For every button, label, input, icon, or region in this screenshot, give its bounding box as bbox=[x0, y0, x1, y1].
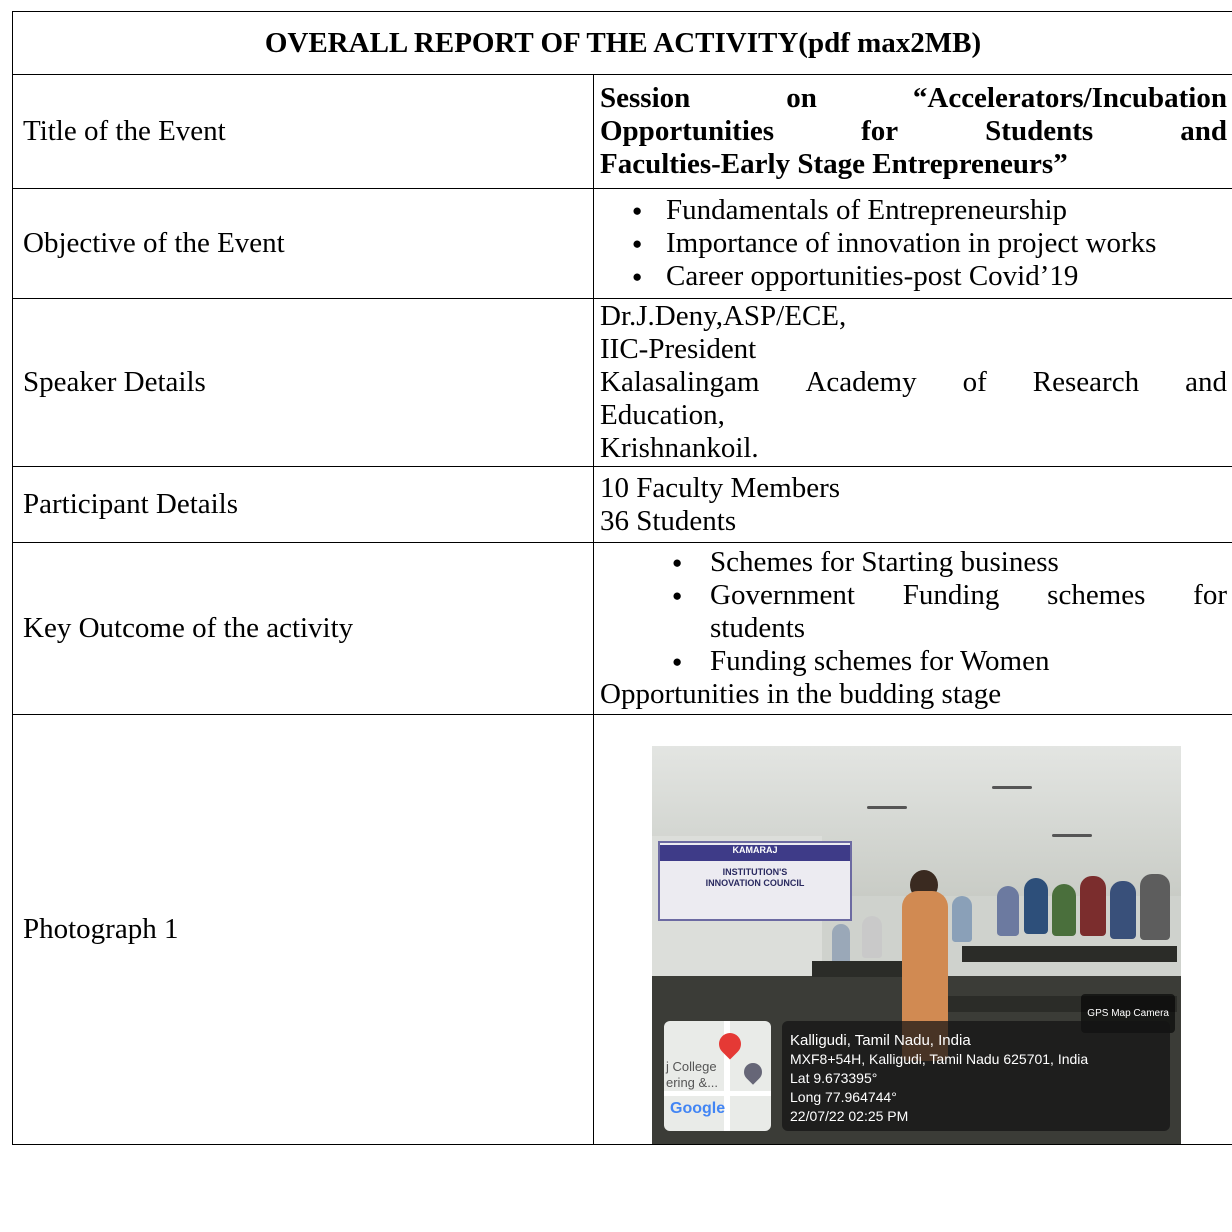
title-word: and bbox=[1180, 115, 1227, 147]
geo-place: Kalligudi, Tamil Nadu, India bbox=[790, 1032, 971, 1049]
outcome-list bbox=[600, 546, 1227, 678]
student-figure bbox=[1140, 874, 1170, 940]
speaker-location: Krishnankoil. bbox=[600, 432, 759, 464]
institution-word: Kalasalingam bbox=[600, 366, 760, 398]
speaker-name: Dr.J.Deny,ASP/ECE, bbox=[600, 300, 847, 332]
outcome-extra: Opportunities in the budding stage bbox=[600, 678, 1002, 710]
photo-cell bbox=[594, 715, 1232, 1145]
title-word: for bbox=[861, 115, 899, 147]
speaker-details bbox=[594, 299, 1232, 467]
event-photograph bbox=[652, 746, 1181, 1144]
gps-map-camera-badge: GPS Map Camera bbox=[1081, 994, 1175, 1033]
row-photo bbox=[13, 715, 1232, 1145]
title-word: Session bbox=[600, 82, 691, 114]
objective-item: ● Fundamentals of Entrepreneurship bbox=[666, 194, 1227, 227]
speaker-institution-cont: Education, bbox=[600, 399, 725, 431]
map-thumbnail bbox=[664, 1021, 771, 1131]
student-figure bbox=[997, 886, 1019, 936]
event-title-line-1 bbox=[600, 82, 1227, 115]
objective-label: Objective of the Event bbox=[13, 189, 594, 299]
map-pin-icon bbox=[714, 1028, 745, 1059]
map-label-1: j College bbox=[666, 1059, 717, 1074]
student-figure bbox=[1080, 876, 1106, 936]
student-figure bbox=[1052, 884, 1076, 936]
ceiling-fan bbox=[992, 786, 1032, 789]
banner-line-2: INNOVATION COUNCIL bbox=[705, 878, 805, 888]
geo-long: Long 77.964744° bbox=[790, 1089, 897, 1105]
speaker-label: Speaker Details bbox=[13, 299, 594, 467]
outcome-item-cont: students bbox=[710, 612, 806, 644]
speaker-role: IIC-President bbox=[600, 333, 757, 365]
title-word: on bbox=[786, 82, 817, 114]
institution-word: of bbox=[962, 366, 987, 398]
title-word: Opportunities bbox=[600, 115, 775, 147]
objective-list bbox=[600, 194, 1227, 293]
participants-label: Participant Details bbox=[13, 467, 594, 543]
title-word: Students bbox=[985, 115, 1094, 147]
report-table bbox=[12, 11, 1232, 1145]
map-label-2: ering &... bbox=[666, 1075, 719, 1090]
row-participants bbox=[13, 467, 1232, 543]
event-title-line-2 bbox=[600, 115, 1227, 148]
outcome-label: Key Outcome of the activity bbox=[13, 543, 594, 715]
outcome-item: ● Funding schemes for Women bbox=[710, 645, 1227, 678]
location-pin-icon bbox=[740, 1059, 765, 1084]
student-figure bbox=[832, 924, 850, 964]
geo-lat: Lat 9.673395° bbox=[790, 1070, 878, 1086]
outcome-item: ● Schemes for Starting business bbox=[710, 546, 1227, 579]
outcome-word: for bbox=[1193, 579, 1227, 611]
geo-info-box bbox=[782, 1021, 1170, 1131]
ceiling-fan bbox=[1052, 834, 1092, 837]
objective-item: ● Career opportunities-post Covid’19 bbox=[666, 260, 1227, 293]
institution-word: and bbox=[1185, 366, 1227, 398]
photo-label: Photograph 1 bbox=[13, 715, 594, 1145]
ceiling-fan bbox=[867, 806, 907, 809]
student-figure bbox=[1110, 881, 1136, 939]
student-figure bbox=[1024, 878, 1048, 934]
row-objective bbox=[13, 189, 1232, 299]
event-title bbox=[594, 75, 1232, 189]
outcome-word: ● Government bbox=[710, 579, 855, 611]
geo-address: MXF8+54H, Kalligudi, Tamil Nadu 625701, India bbox=[790, 1051, 1089, 1067]
outcome-word: Funding bbox=[902, 579, 1000, 611]
event-title-line-3: Faculties-Early Stage Entrepreneurs” bbox=[600, 148, 1068, 180]
outcome-details bbox=[594, 543, 1232, 715]
header-row bbox=[13, 12, 1232, 75]
outcome-word: schemes bbox=[1047, 579, 1146, 611]
report-header: OVERALL REPORT OF THE ACTIVITY(pdf max2MB) bbox=[13, 12, 1232, 75]
objective-list-cell bbox=[594, 189, 1232, 299]
iic-banner bbox=[658, 841, 852, 921]
institution-word: Research bbox=[1032, 366, 1140, 398]
student-figure bbox=[952, 896, 972, 942]
outcome-item bbox=[710, 579, 1227, 645]
banner-title: KAMARAJ bbox=[732, 845, 778, 855]
title-label: Title of the Event bbox=[13, 75, 594, 189]
participants-students: 36 Students bbox=[600, 504, 737, 537]
speaker-institution-line bbox=[600, 366, 1227, 399]
participants-details bbox=[594, 467, 1232, 543]
row-outcome bbox=[13, 543, 1232, 715]
title-word: “Accelerators/Incubation bbox=[912, 82, 1227, 114]
row-speaker bbox=[13, 299, 1232, 467]
banner-line-1: INSTITUTION'S bbox=[722, 867, 788, 877]
objective-item: ● Importance of innovation in project works bbox=[666, 227, 1227, 260]
google-logo: Google bbox=[670, 1100, 726, 1117]
desk bbox=[962, 946, 1177, 962]
row-title bbox=[13, 75, 1232, 189]
student-figure bbox=[862, 916, 882, 958]
geo-datetime: 22/07/22 02:25 PM bbox=[790, 1108, 909, 1124]
participants-faculty: 10 Faculty Members bbox=[600, 471, 841, 504]
outcome-item-line bbox=[710, 579, 1227, 612]
institution-word: Academy bbox=[805, 366, 917, 398]
